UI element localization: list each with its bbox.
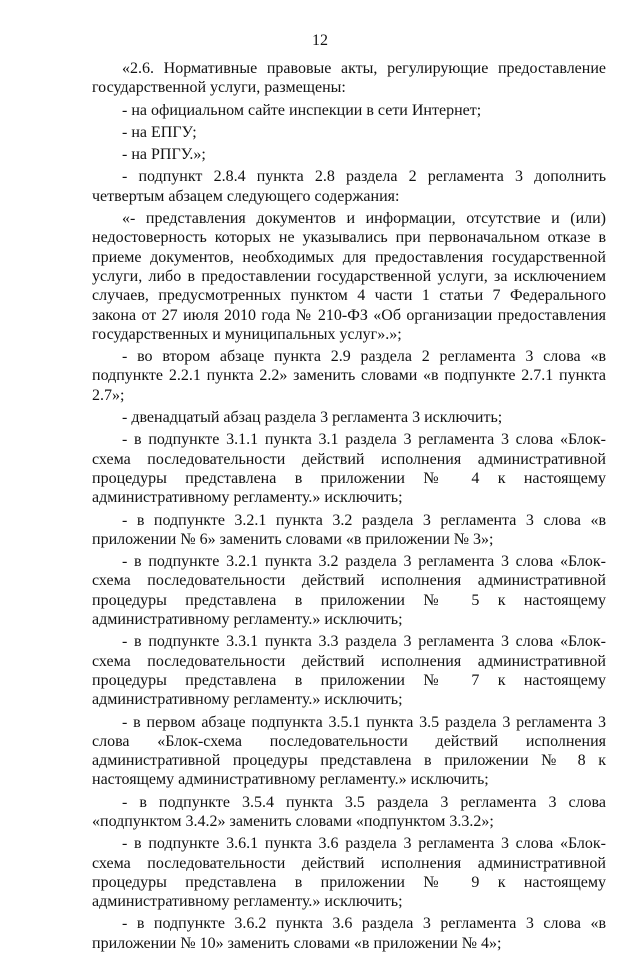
list-item-epgu: - на ЕПГУ; [122, 123, 197, 141]
paragraph-3-1-1: - в подпункте 3.1.1 пункта 3.1 раздела 3 регламента 3 слова «Блок-схема последовательности действий исполнения административной процедуры представлена в приложении № 4 к настоящему административному регламенту.» исключить; [92, 431, 606, 507]
paragraph-3-5-1: - в первом абзаце подпункта 3.5.1 пункта 3.5 раздела 3 регламента 3 слова «Блок-схема последовательности действий исполнения административной процедуры представлена в приложении № 8 к настоящему административному регламенту.» исключить; [92, 713, 606, 789]
paragraph-3-6-1: - в подпункте 3.6.1 пункта 3.6 раздела 3 регламента 3 слова «Блок-схема последовательности действий исполнения административной процедуры представлена в приложении № 9 к настоящему административному регламенту.» исключить; [92, 835, 606, 911]
paragraph-quote-documents: «- представления документов и информации, отсутствие и (или) недостоверность которых не указывались при первоначальном отказе в приеме документов, необходимых для предоставления государственной услуги, либо в предоставлении государственной услуги, за исключением случаев, предусмотренных пунктом 4 части 1 статьи 7 Федерального закона от 27 июля 2010 года № 210-ФЗ «Об организации предоставления государственных и муниципальных услуг».»; [92, 210, 606, 343]
paragraph-2-8-4: - подпункт 2.8.4 пункта 2.8 раздела 2 регламента 3 дополнить четвертым абзацем следующего содержания: [92, 168, 606, 205]
paragraph-3-3-1: - в подпункте 3.3.1 пункта 3.3 раздела 3 регламента 3 слова «Блок-схема последовательности действий исполнения административной процедуры представлена в приложении № 7 к настоящему административному регламенту.» исключить; [92, 633, 606, 709]
paragraph-2-6: «2.6. Нормативные правовые акты, регулирующие предоставление государственной услуги, размещены: [92, 60, 606, 97]
paragraph-3-2-1-a: - в подпункте 3.2.1 пункта 3.2 раздела 3 регламента 3 слова «в приложении № 6» заменить словами «в приложении № 3»; [92, 511, 606, 548]
paragraph-3-5-4: - в подпункте 3.5.4 пункта 3.5 раздела 3 регламента 3 слова «подпунктом 3.4.2» заменить словами «подпунктом 3.3.2»; [92, 793, 606, 830]
paragraph-3-6-2: - в подпункте 3.6.2 пункта 3.6 раздела 3 регламента 3 слова «в приложении № 10» заменить словами «в приложении № 4»; [92, 915, 606, 952]
paragraph-3-2-1-b: - в подпункте 3.2.1 пункта 3.2 раздела 3 регламента 3 слова «Блок-схема последовательности действий исполнения административной процедуры представлена в приложении № 5 к настоящему административному регламенту.» исключить; [92, 553, 606, 629]
list-item-rpgu: - на РПГУ.»; [122, 146, 206, 164]
paragraph-twelfth: - двенадцатый абзац раздела 3 регламента 3 исключить; [122, 409, 503, 427]
list-item-internet: - на официальном сайте инспекции в сети Интернет; [122, 101, 482, 119]
paragraph-2-9: - во втором абзаце пункта 2.9 раздела 2 регламента 3 слова «в подпункте 2.2.1 пункта 2.2» заменить словами «в подпункте 2.7.1 пункта 2.7»; [92, 348, 606, 404]
page-number: 12 [312, 32, 328, 49]
document-body [92, 59, 606, 956]
